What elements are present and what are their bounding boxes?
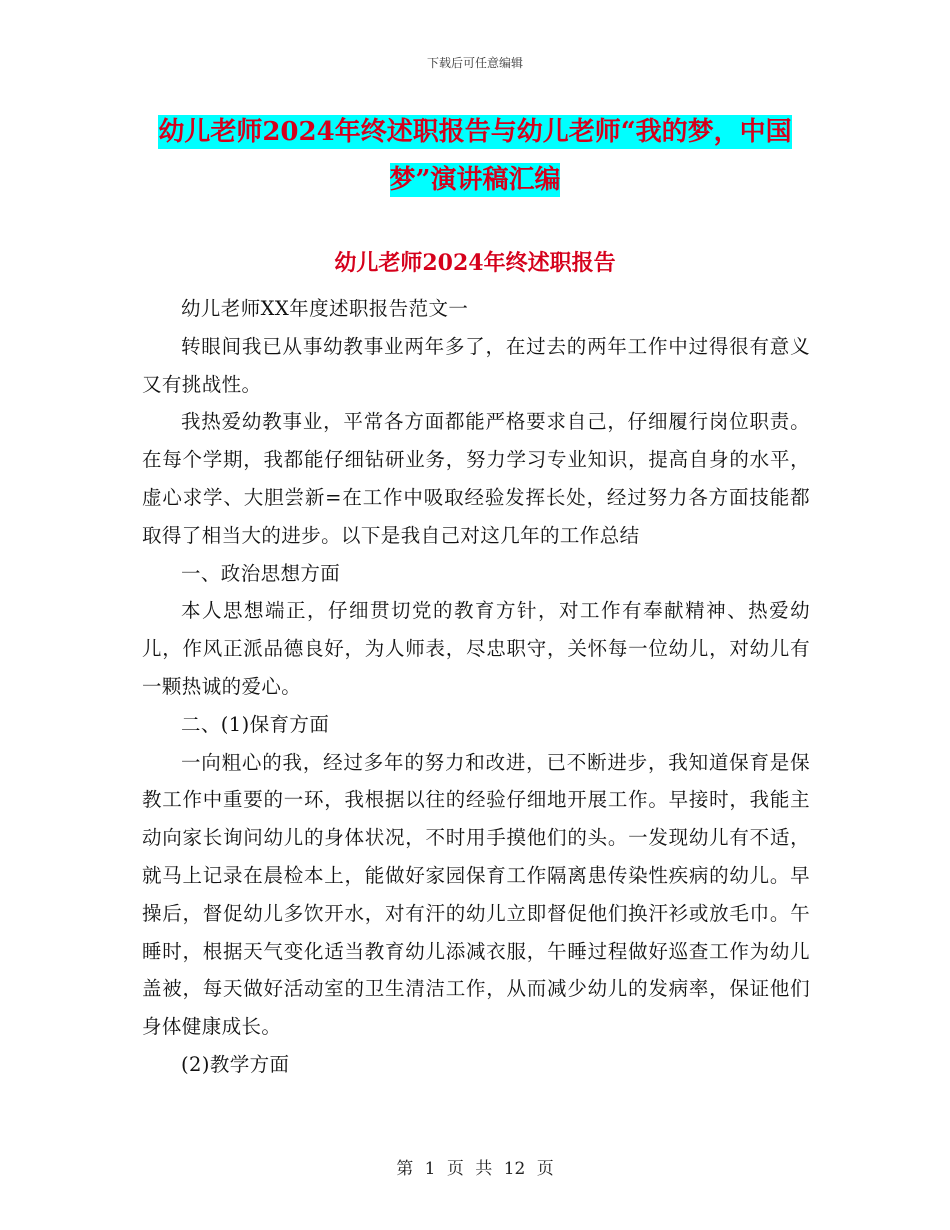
document-title-text: 幼儿老师2024年终述职报告与幼儿老师“我的梦，中国梦”演讲稿汇编 — [158, 117, 792, 195]
paragraph: 一向粗心的我，经过多年的努力和改进，已不断进步，我知道保育是保教工作中重要的一环，我根据以往的经验仔细地开展工作。早接时，我能主动向家长询问幼儿的身体状况，不时用手摸他们的头。一发现幼儿有不适，就马上记录在晨检本上，能做好家园保育工作隔离患传染性疾病的幼儿。早操后，督促幼儿多饮开水，对有汗的幼儿立即督促他们换汗衫或放毛巾。午睡时，根据天气变化适当教育幼儿添减衣服，午睡过程做好巡查工作为幼儿盖被，每天做好活动室的卫生清洁工作，从而减少幼儿的发病率，保证他们身体健康成长。 — [142, 750, 810, 1039]
paragraph-heading: 二、(1)保育方面 — [181, 712, 330, 736]
document-title — [140, 108, 810, 204]
paragraph: 本人思想端正，仔细贯切党的教育方针，对工作有奉献精神、热爱幼儿，作风正派品德良好，为人师表，尽忠职守，关怀每一位幼儿，对幼儿有一颗热诚的爱心。 — [142, 599, 810, 698]
paragraph: 转眼间我已从事幼教事业两年多了，在过去的两年工作中过得很有意义又有挑战性。 — [142, 334, 810, 396]
paragraph-heading: 一、政治思想方面 — [181, 561, 341, 585]
paragraph-heading: (2)教学方面 — [181, 1052, 290, 1076]
page-header-note: 下载后可任意编辑 — [426, 56, 523, 70]
section-title: 幼儿老师2024年终述职报告 — [334, 250, 616, 276]
paragraph: 幼儿老师XX年度述职报告范文一 — [181, 297, 469, 320]
paragraph: 我热爱幼教事业，平常各方面都能严格要求自己，仔细履行岗位职责。在每个学期，我都能仔细钻研业务，努力学习专业知识，提高自身的水平，虚心求学、大胆尝新=在工作中吸取经验发挥长处，经过努力各方面技能都取得了相当大的进步。以下是我自己对这几年的工作总结 — [142, 410, 810, 547]
document-body — [142, 290, 810, 1084]
page-footer-number: 第 1 页 共 12 页 — [396, 1159, 554, 1179]
